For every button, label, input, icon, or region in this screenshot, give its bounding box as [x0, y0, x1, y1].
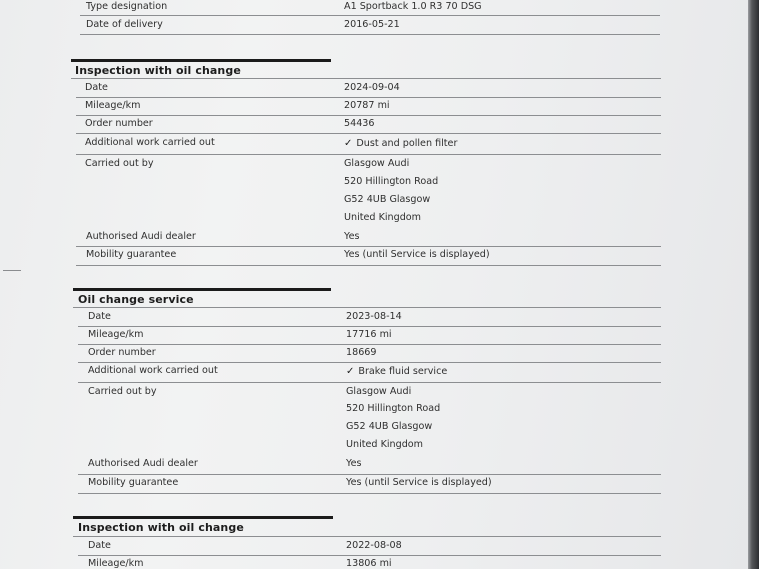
- row-divider: [78, 382, 661, 383]
- row-value: 54436: [344, 118, 375, 129]
- row-divider: [78, 555, 661, 556]
- dealer-name: Glasgow Audi: [346, 386, 412, 397]
- row-label: Carried out by: [85, 158, 154, 169]
- row-divider: [76, 115, 661, 116]
- row-value: 18669: [346, 347, 377, 358]
- row-divider: [78, 326, 661, 327]
- table-row-additional-work: [76, 136, 661, 154]
- row-divider: [80, 15, 660, 16]
- section-title: Inspection with oil change: [75, 64, 241, 77]
- row-value: Yes: [344, 231, 360, 242]
- row-label: Mileage/km: [88, 558, 144, 569]
- row-value: Yes (until Service is displayed): [346, 477, 492, 488]
- row-divider: [71, 78, 661, 79]
- row-value: 2016-05-21: [344, 19, 400, 30]
- row-label: Authorised Audi dealer: [88, 458, 198, 469]
- table-row-carried-out-by: [78, 385, 661, 457]
- dealer-street: 520 Hillington Road: [344, 176, 439, 187]
- table-row-date: [78, 310, 661, 328]
- dealer-name: Glasgow Audi: [344, 158, 410, 169]
- row-divider: [78, 344, 661, 345]
- row-value: [344, 138, 457, 149]
- table-row-mileage: [78, 557, 661, 569]
- row-value: Yes: [346, 458, 362, 469]
- table-row-order-number: [76, 117, 661, 135]
- table-row-mileage: [76, 99, 661, 117]
- row-label: Date: [88, 311, 111, 322]
- row-divider: [76, 133, 661, 134]
- section-heading-bar: [73, 288, 331, 291]
- table-row-order-number: [78, 346, 661, 364]
- page-shadow: [748, 0, 759, 569]
- row-label: Date of delivery: [86, 19, 163, 30]
- section-heading-bar: [73, 516, 333, 519]
- row-value: [346, 366, 447, 377]
- table-row-carried-out-by: [76, 157, 661, 229]
- row-label: Additional work carried out: [88, 365, 218, 376]
- row-value: 2022-08-08: [346, 540, 402, 551]
- row-label: Additional work carried out: [85, 137, 215, 148]
- row-value: A1 Sportback 1.0 R3 70 DSG: [344, 1, 482, 12]
- dealer-street: 520 Hillington Road: [346, 403, 441, 414]
- section-title: Oil change service: [78, 293, 194, 306]
- row-label: Mileage/km: [88, 329, 144, 340]
- dealer-country: United Kingdom: [346, 439, 424, 450]
- table-row-date: [78, 539, 661, 557]
- row-divider: [78, 362, 661, 363]
- row-divider: [73, 536, 661, 537]
- row-value: 20787 mi: [344, 100, 390, 111]
- check-icon: ✓: [344, 138, 353, 149]
- row-label: Authorised Audi dealer: [86, 231, 196, 242]
- row-value: Yes (until Service is displayed): [344, 249, 490, 260]
- row-divider: [78, 493, 661, 494]
- row-label: Date: [88, 540, 111, 551]
- row-label: Date: [85, 82, 108, 93]
- paper-edge-mark: [3, 270, 21, 271]
- additional-work-value: Dust and pollen filter: [356, 138, 458, 149]
- check-icon: ✓: [346, 366, 355, 377]
- table-row-date: [76, 81, 661, 99]
- table-row-additional-work: [78, 364, 661, 382]
- row-divider: [76, 246, 661, 247]
- row-label: Carried out by: [88, 386, 157, 397]
- dealer-country: United Kingdom: [344, 212, 422, 223]
- row-divider: [80, 34, 660, 35]
- row-value: 2023-08-14: [346, 311, 402, 322]
- row-value: 13806 mi: [346, 558, 392, 569]
- row-value: 17716 mi: [346, 329, 392, 340]
- additional-work-value: Brake fluid service: [358, 366, 448, 377]
- section-title: Inspection with oil change: [78, 521, 244, 534]
- table-row-date-of-delivery: [80, 18, 660, 36]
- table-row-authorised-dealer: [76, 230, 661, 248]
- table-row-authorised-dealer: [78, 457, 661, 475]
- row-divider: [76, 97, 661, 98]
- table-row-mobility-guarantee: [76, 248, 661, 266]
- row-label: Type designation: [86, 1, 168, 12]
- row-divider: [76, 265, 661, 266]
- row-label: Order number: [85, 118, 153, 129]
- row-divider: [76, 154, 661, 155]
- row-divider: [78, 474, 661, 475]
- dealer-postcode-city: G52 4UB Glasgow: [344, 194, 431, 205]
- row-value: 2024-09-04: [344, 82, 400, 93]
- table-row-type-designation: [80, 0, 660, 18]
- row-label: Mobility guarantee: [88, 477, 179, 488]
- dealer-postcode-city: G52 4UB Glasgow: [346, 421, 433, 432]
- row-label: Mileage/km: [85, 100, 141, 111]
- row-label: Mobility guarantee: [86, 249, 177, 260]
- section-heading-bar: [71, 59, 331, 62]
- row-divider: [73, 307, 661, 308]
- table-row-mobility-guarantee: [78, 476, 661, 494]
- table-row-mileage: [78, 328, 661, 346]
- row-label: Order number: [88, 347, 156, 358]
